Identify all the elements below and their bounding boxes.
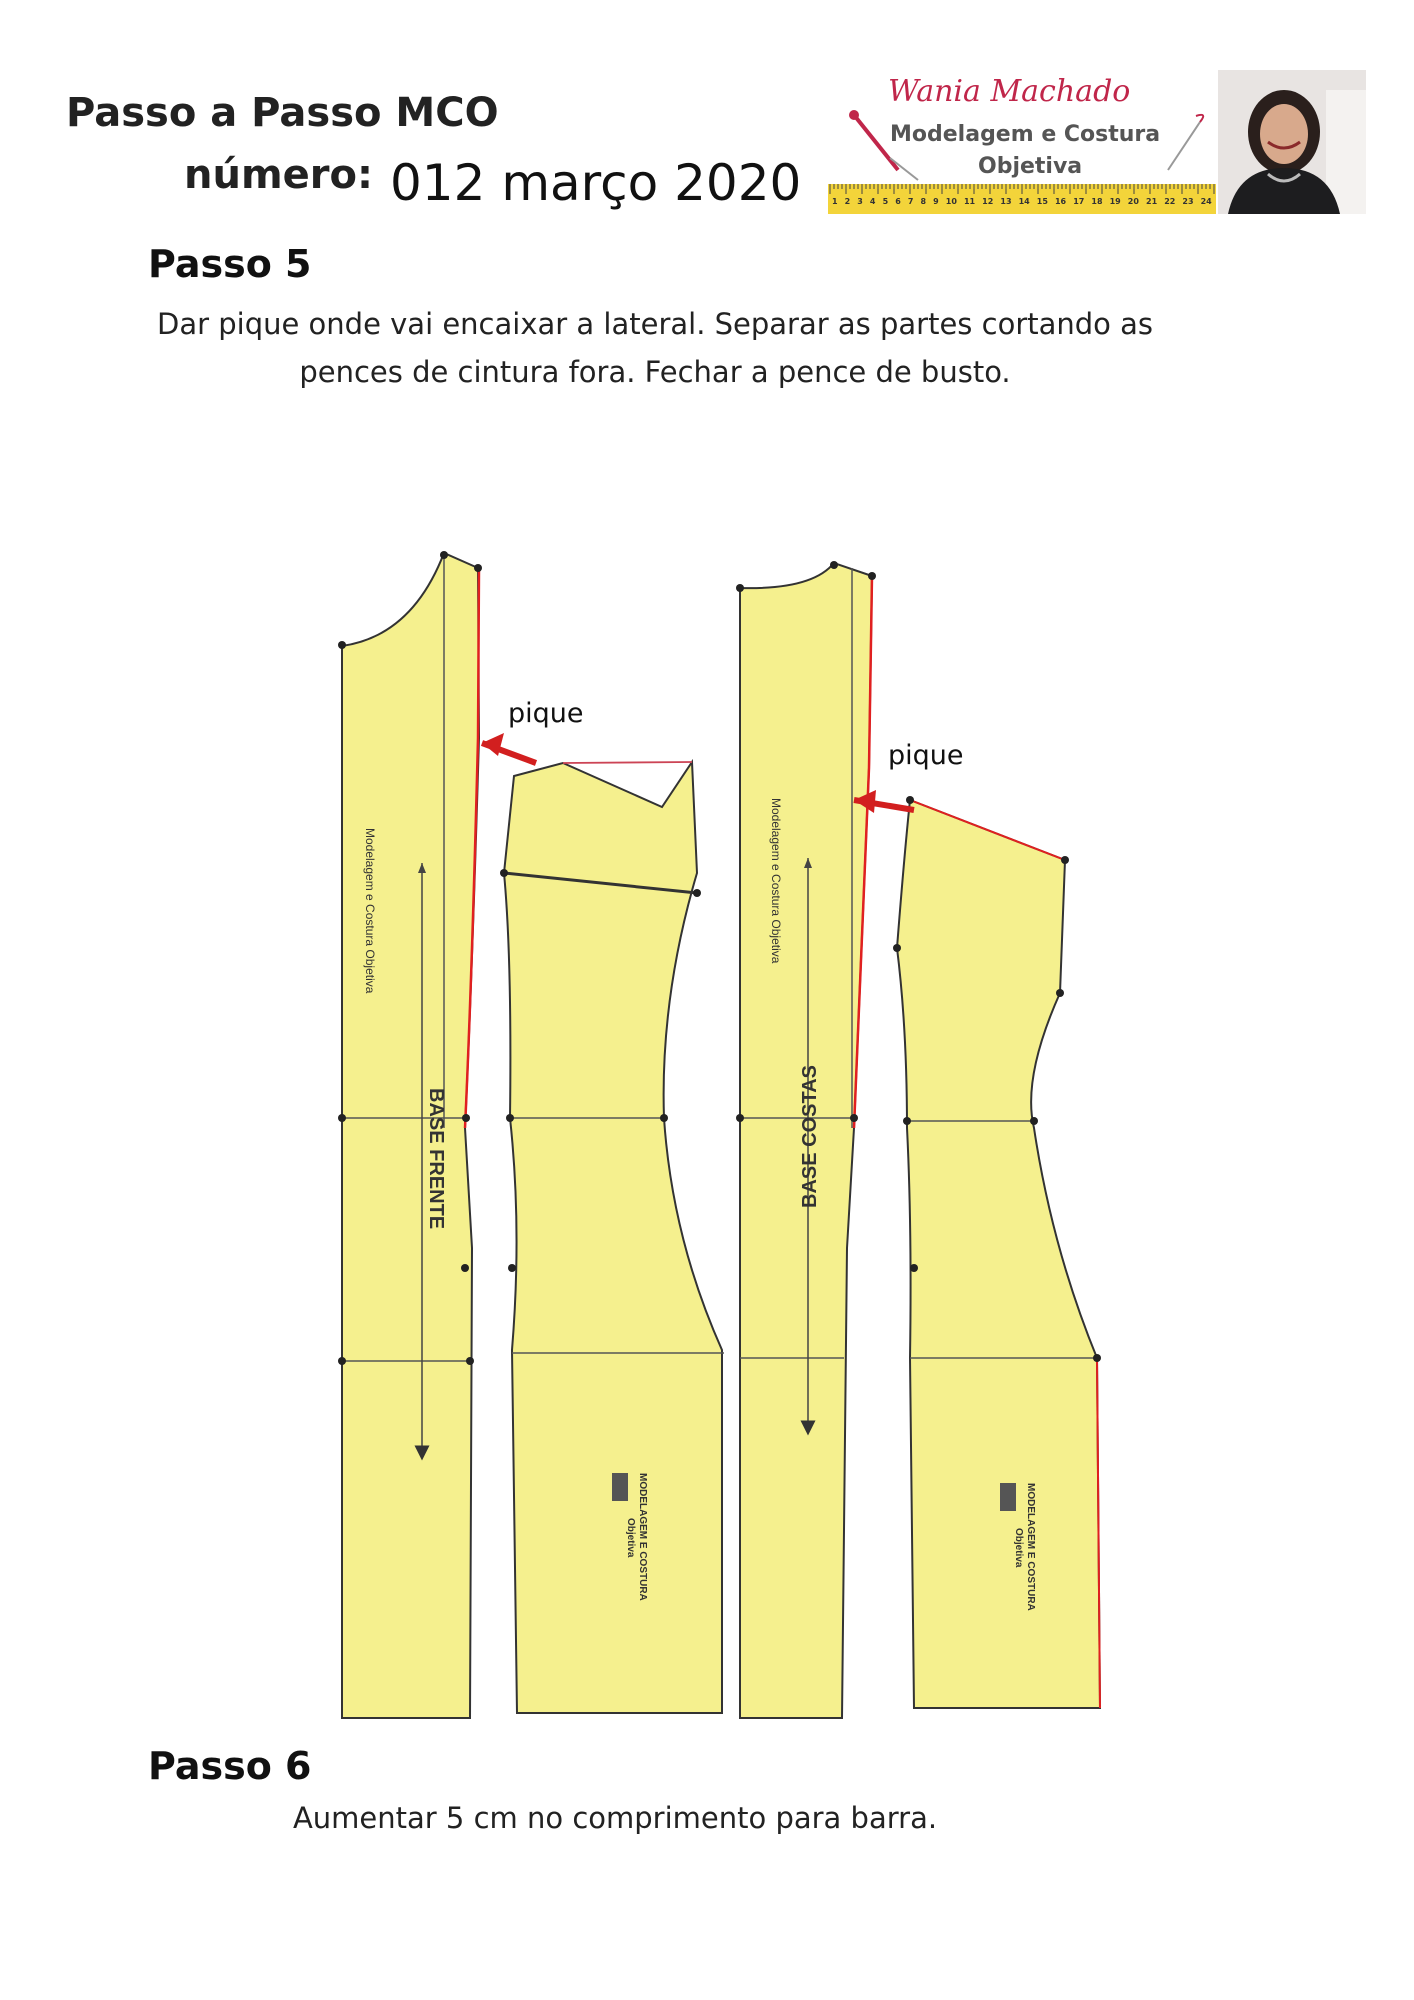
step6-title: Passo 6	[148, 1744, 312, 1788]
front-vertical-label: Modelagem e Costura Objetiva	[363, 828, 377, 994]
ruler-number: 8	[920, 197, 927, 206]
ruler-number: 20	[1127, 197, 1139, 206]
ruler-labels	[832, 197, 1212, 206]
step5-title: Passo 5	[148, 242, 312, 286]
step5-text-line1: Dar pique onde vai encaixar a lateral. Separar as partes cortando as	[156, 307, 1154, 341]
stamp-line2: Objetiva	[625, 1518, 636, 1558]
pattern-pieces-svg	[332, 528, 1154, 1736]
ruler-number: 23	[1182, 197, 1194, 206]
ruler-number: 19	[1109, 197, 1121, 206]
back-vertical-label: Modelagem e Costura Objetiva	[769, 798, 783, 964]
pique-label-back: pique	[888, 740, 964, 771]
author-photo	[1218, 70, 1366, 214]
front-bodice-piece	[342, 553, 479, 1718]
brand-line-1: Modelagem e Costura	[890, 122, 1161, 147]
issue-date: 012 março 2020	[390, 154, 802, 212]
ruler-number: 15	[1036, 197, 1048, 206]
front-side-piece	[504, 762, 722, 1713]
ruler-number: 18	[1091, 197, 1103, 206]
step6-text: Aumentar 5 cm no comprimento para barra.	[292, 1801, 938, 1835]
ruler-number: 16	[1054, 197, 1067, 206]
pique-arrow-icon	[482, 733, 536, 763]
page-title: Passo a Passo MCO	[66, 90, 499, 136]
ruler-number: 6	[895, 197, 901, 206]
ruler-number: 21	[1146, 197, 1158, 206]
stamp-line1: MODELAGEM E COSTURA	[637, 1473, 648, 1601]
brand-logo	[828, 70, 1216, 215]
step5-instructions	[80, 300, 1230, 396]
measuring-tape	[828, 184, 1216, 214]
pique-label-front: pique	[508, 698, 584, 729]
back-base-label: BASE COSTAS	[799, 1065, 821, 1208]
stamp-line2: Objetiva	[1013, 1528, 1024, 1568]
stamp-line1: MODELAGEM E COSTURA	[1025, 1483, 1036, 1611]
ruler-number: 10	[945, 197, 957, 206]
pattern-drawing	[332, 528, 1154, 1736]
back-side-piece	[897, 800, 1100, 1708]
ruler-number: 9	[933, 197, 939, 206]
ruler-number: 7	[907, 197, 914, 206]
ruler-number: 2	[844, 197, 851, 206]
ruler-number: 11	[963, 197, 976, 206]
ruler-number: 12	[982, 197, 994, 206]
ruler-number: 5	[882, 197, 889, 206]
brand-script-name: Wania Machado	[888, 74, 1131, 109]
issue-number-label: número:	[184, 152, 373, 198]
ruler-number: 3	[857, 197, 863, 206]
brand-line-2: Objetiva	[978, 154, 1083, 179]
front-base-label: BASE FRENTE	[425, 1088, 447, 1230]
ruler-number: 22	[1164, 197, 1176, 206]
ruler-number: 24	[1200, 197, 1212, 206]
ruler-number: 1	[832, 197, 838, 206]
ruler-number: 14	[1018, 197, 1030, 206]
ruler-number: 13	[1000, 197, 1012, 206]
ruler-number: 4	[869, 197, 876, 206]
step5-text-line2: pences de cintura fora. Fechar a pence de busto.	[299, 355, 1011, 389]
ruler-number: 17	[1073, 197, 1085, 206]
